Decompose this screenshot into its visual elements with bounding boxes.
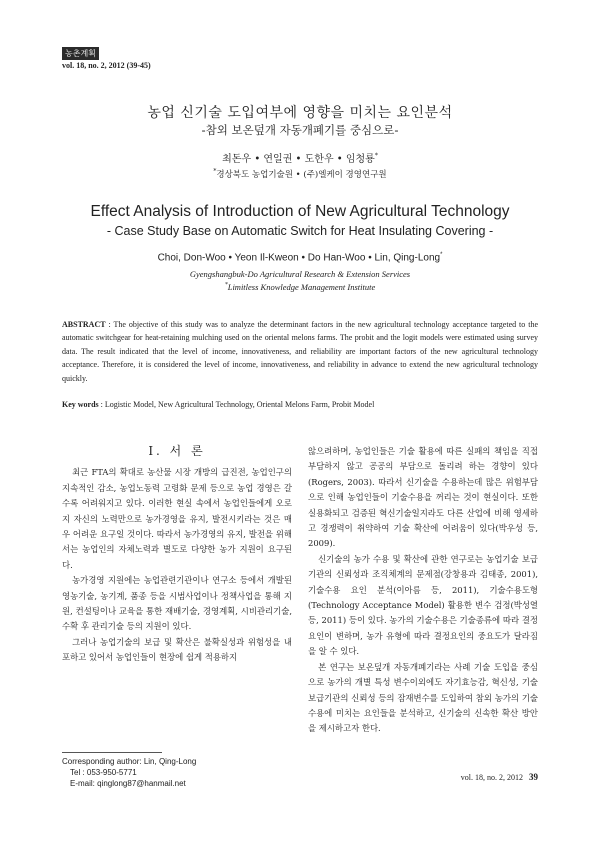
paper-subtitle-korean: -참외 보온덮개 자동개폐기를 중심으로- — [201, 123, 399, 137]
body-paragraph: 농가경영 지원에는 농업관련기관이나 연구소 등에서 개발된 영농기술, 농기계, 품종 등을 시범사업이나 정책사업을 통해 지원, 컨설팅이나 교육을 통한 재배기술, 경영계획, 시비관리기술, 수확 후 관리기술 등의 지원이 있다. — [62, 575, 292, 632]
paper-title-english: Effect Analysis of Introduction of New Agricultural Technology — [90, 203, 510, 220]
corresponding-email: E-mail: qinglong87@hanmail.net — [70, 779, 186, 788]
authors-english — [0, 252, 600, 263]
correspondence-block — [62, 756, 196, 789]
abstract — [62, 318, 538, 385]
corresponding-tel: Tel : 053-950-5771 — [70, 768, 137, 777]
authors-english-mark: * — [440, 252, 443, 258]
affiliation-english-mark: * — [224, 282, 228, 289]
affiliation-english-2 — [0, 282, 600, 292]
body-paragraph: 신기술의 농가 수용 및 확산에 관한 연구로는 농업기술 보급기관의 신뢰성과 조직체계의 문제점(강창용과 김태종, 2001), 기술수용 요인 분석(이아름 등, 2011), 기술수용도형(Technology Acceptance Model) 활용한 변수 검정(박성열 등, 2011) 등이 있다. 농가의 기술수용은 기술종류에 따라 결정 요인이 변하며, 농가 유형에 따라 결정요인의 중요도가 달라짐을 알 수 있다. — [308, 553, 538, 657]
abstract-text: : The objective of this study was to analyze the determinant factors in the new agricultural technology acceptance targeted to the automatic switchgear for heat-retaining mulching used on the oriental melons farms. The probit and the logit models were estimated using survey data. The result indicated that the level of income, innovativeness, and reliability are important factors of the new agricultural technology acceptance. Therefore, it is considered the level of income, innovativeness, and reliability in advance to extend the new agricultural technology quickly. — [62, 320, 538, 383]
authors-korean — [0, 150, 600, 165]
keywords-text: : Logistic Model, New Agricultural Technology, Oriental Melons Farm, Probit Model — [98, 400, 375, 409]
affiliation-korean-text: 경상북도 농업기술원 • (주)엘케이 경영연구원 — [216, 170, 387, 180]
page-number: 39 — [529, 772, 538, 782]
affiliation-english-1: Gyengshangbuk-Do Agricultural Research & Extension Services — [189, 269, 411, 279]
footer-volume: vol. 18, no. 2, 2012 — [460, 773, 523, 782]
journal-volume-line: vol. 18, no. 2, 2012 (39-45) — [62, 61, 151, 70]
affiliation-korean — [0, 168, 600, 180]
authors-korean-names: 최돈우 • 연일권 • 도한우 • 임청룡 — [222, 154, 375, 165]
section-title-introduction: Ⅰ. 서 론 — [148, 444, 206, 458]
body-paragraph: 않으려하며, 농업인들은 기술 활용에 따른 실패의 책임을 직접 부담하지 않고 공공의 부담으로 돌리려 하는 경향이 있다(Rogers, 2003). 따라서 신기술을 수용하는데 많은 위험부담으로 인해 농업인들이 기술수용을 꺼리는 것이 현실이다. 또한 실용화되고 검증된 혁신기술일지라도 다른 산업에 비해 영세하고 경쟁력이 취약하여 기술 확산에 어려움이 있다(박우성 등, 2009). — [308, 446, 538, 549]
affiliation-korean-mark: * — [213, 168, 217, 176]
body-column-left — [62, 444, 292, 666]
abstract-label: ABSTRACT — [62, 320, 106, 329]
affiliation-english-2-text: Limitless Knowledge Management Institute — [227, 282, 376, 292]
paper-title-korean: 농업 신기술 도입여부에 영향을 미치는 요인분석 — [147, 105, 453, 121]
authors-english-names: Choi, Don-Woo • Yeon Il-Kweon • Do Han-Woo • Lin, Qing-Long — [157, 252, 441, 264]
corresponding-author: Corresponding author: Lin, Qing-Long — [62, 757, 197, 766]
body-column-right — [308, 444, 538, 737]
footnote-divider — [62, 752, 162, 753]
paper-subtitle-english: - Case Study Base on Automatic Switch for Heat Insulating Covering - — [106, 224, 494, 238]
body-paragraph: 최근 FTA의 확대로 농산물 시장 개방의 급진전, 농업인구의 지속적인 감소, 농업노동력 고령화 문제 등으로 농업 경영은 갈수록 어려워지고 있다. 이러한 현실 속에서 농업인들에게 오로지 자신의 노력만으로 농가경영을 유지, 발전시키라는 것은 매우 어려운 요구일 것이다. 따라서 농가경영의 유지, 발전을 위해서는 농업인의 자체노력과 별도로 다양한 농가 지원이 요구된다. — [62, 467, 292, 570]
body-paragraph: 본 연구는 보온덮개 자동개폐기라는 사례 기술 도입을 중심으로 농가의 개별 특성 변수이외에도 자기효능감, 혁신성, 기술보급기관의 신뢰성 등의 잠재변수를 도입하여 참외 농가의 기술수용에 미치는 요인들을 분석하고, 신기술의 신속한 확산 방안을 제시하고자 한다. — [308, 661, 538, 734]
journal-logo: 농촌계획 — [62, 47, 99, 60]
body-paragraph: 그러나 농업기술의 보급 및 확산은 불확실성과 위험성을 내포하고 있어서 농업인들이 현장에 쉽게 적용하지 — [62, 636, 292, 663]
keywords — [62, 400, 538, 409]
keywords-label: Key words — [62, 400, 99, 409]
page-footer — [461, 772, 538, 782]
authors-korean-mark: * — [374, 152, 378, 160]
